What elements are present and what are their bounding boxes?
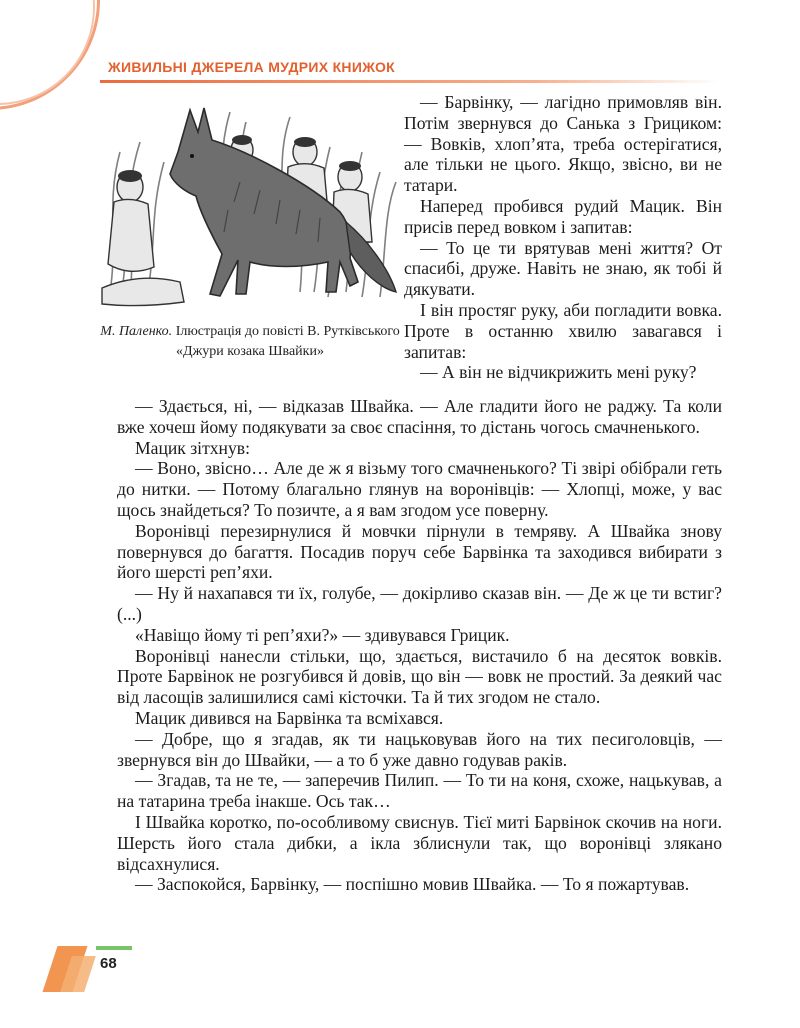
section-header-title: ЖИВИЛЬНІ ДЖЕРЕЛА МУДРИХ КНИЖОК xyxy=(108,59,396,75)
paragraph: І він простяг руку, аби погладити вовка. Проте в останню хвилю завагався і запитав: xyxy=(404,299,722,362)
page-number: 68 xyxy=(100,955,117,972)
main-text-body xyxy=(117,396,722,895)
right-column-text xyxy=(404,92,722,383)
paragraph: Мацик дивився на Барвінка та всміхався. xyxy=(135,707,444,728)
paragraph: Воронівці перезирнулися й мовчки пірнули в темряву. А Швайка знову повернувся до багаття. Посадив поруч себе Барвінка та заходився вибирати з його шерсті реп’яхи. xyxy=(117,520,722,583)
paragraph: — Барвінку, — лагідно примовляв він. Потім звернувся до Санька з Грициком: — Вовків, хлоп’ята, треба остерігатися, але тільки не цього. Якщо, звісно, ви не татари. xyxy=(404,92,722,196)
paragraph: Наперед пробився рудий Мацик. Він присів перед вовком і запитав: xyxy=(404,195,722,237)
header-underline xyxy=(100,80,720,83)
paragraph: — Воно, звісно… Але де ж я візьму того смачненького? Ті звірі обібрали геть до нитки. — Потому благально глянув на воронівців: — Хлопці, може, у вас щось знайдеться? То позичте, а я вам згодом усе поверну. xyxy=(117,458,722,520)
paragraph: Воронівці нанесли стільки, що, здається, вистачило б на десяток вовків. Проте Барвінок не розгубився й довів, що він — вовк не простий. За деякий час від ласощів залишилися самі кісточки. Та й тих згодом не стало. xyxy=(117,645,722,708)
paragraph: Мацик зітхнув: xyxy=(135,437,250,458)
footer-green-bar xyxy=(96,946,132,950)
paragraph: І Швайка коротко, по-особливому свиснув. Тієї миті Барвінок скочив на ноги. Шерсть його стала дибки, а ікла зблиснули так, що воронівці злякано відсахнулися. xyxy=(117,811,722,874)
paragraph: — А він не відчикрижить мені руку? xyxy=(420,362,697,383)
illustration-caption xyxy=(100,322,400,362)
paragraph: — Здається, ні, — відказав Швайка. — Але гладити його не раджу. Та коли вже хочеш йому подякувати за своє спасіння, то дістань чогось смачненького. xyxy=(117,396,722,437)
paragraph: — Добре, що я згадав, як ти нацьковував його на тих песиголовців, — звернувся він до Швайки, — а то б уже давно годував раків. xyxy=(117,728,722,770)
caption-author: М. Паленко. xyxy=(100,324,173,339)
paragraph: «Навіщо йому ті реп’яхи?» — здивувався Грицик. xyxy=(135,624,510,645)
caption-text: Ілюстрація до повісті В. Рутківського «Джури козака Швайки» xyxy=(172,324,400,359)
wolf-with-boys-illustration-icon xyxy=(100,92,400,314)
paragraph: — То це ти врятував мені життя? От спасибі, друже. Навіть не знаю, як тобі й дякувати. xyxy=(404,237,722,300)
paragraph: — Заспокойся, Барвінку, — поспішно мовив Швайка. — То я пожартував. xyxy=(135,874,690,895)
wolf-illustration xyxy=(100,92,400,314)
paragraph: — Згадав, та не те, — заперечив Пилип. — То ти на коня, схоже, нацькував, а на татарина треба інакше. Ось так… xyxy=(117,770,722,812)
decorative-corner-arc-inner xyxy=(0,0,95,105)
paragraph: — Ну й нахапався ти їх, голубе, — докірливо сказав він. — Де ж це ти встиг? (...) xyxy=(117,583,722,624)
